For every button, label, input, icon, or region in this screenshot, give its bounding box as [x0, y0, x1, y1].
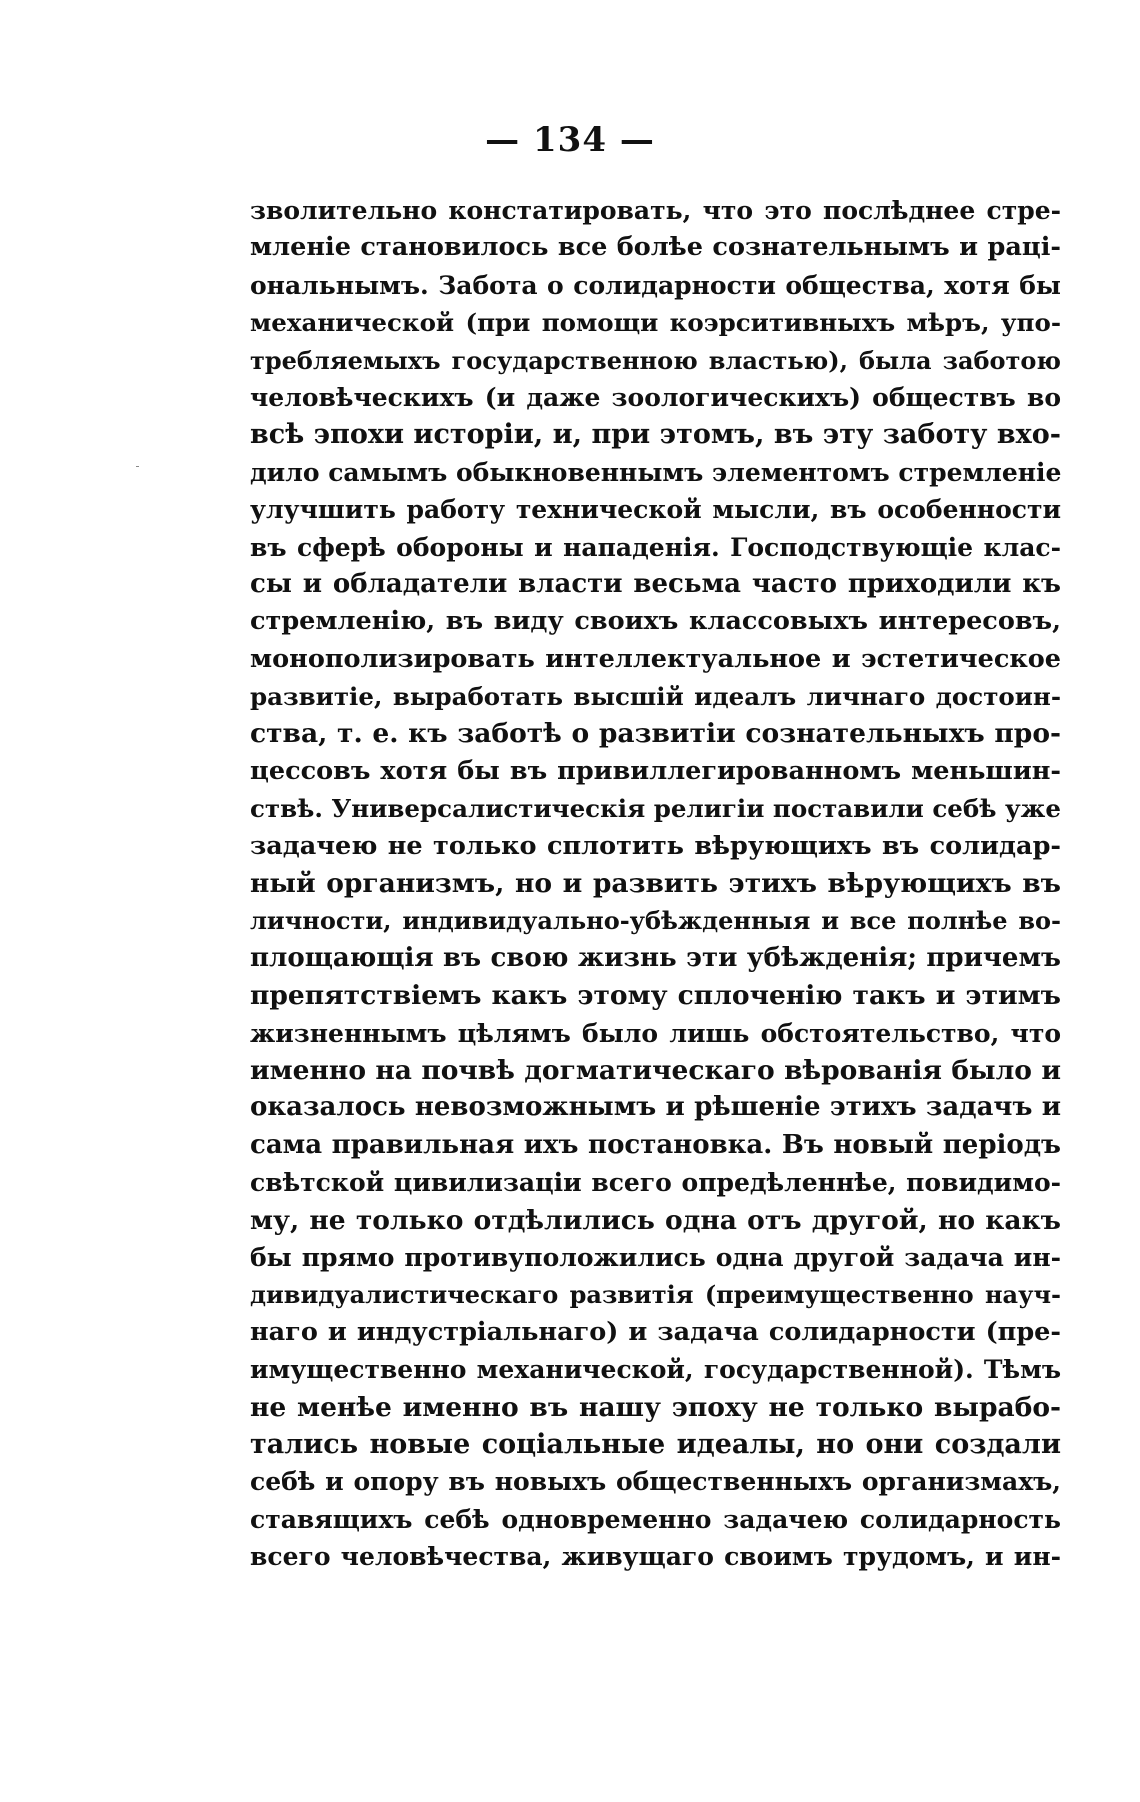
- text-line: ства, т. е. къ заботѣ о развитіи сознательныхъ про-: [250, 718, 1061, 750]
- text-line: бы прямо противуположились одна другой задача ин-: [250, 1242, 1061, 1272]
- text-line: сама правильная ихъ постановка. Въ новый періодъ: [250, 1129, 1061, 1160]
- text-line: ставящихъ себѣ одновременно задачею солидарность: [250, 1504, 1061, 1534]
- text-line: зволительно констатировать, что это послѣднее стре-: [250, 196, 1061, 225]
- text-line: оказалось невозможнымъ и рѣшеніе этихъ задачъ и: [250, 1092, 1061, 1123]
- text-line: площающія въ свою жизнь эти убѣжденія; причемъ: [250, 942, 1061, 973]
- text-line: му, не только отдѣлились одна отъ другой, но какъ: [250, 1204, 1061, 1236]
- text-line: сы и обладатели власти весьма часто приходили къ: [250, 568, 1061, 599]
- text-line: монополизировать интеллектуальное и эстетическое: [250, 643, 1061, 674]
- text-line: жизненнымъ цѣлямъ было лишь обстоятельство, что: [250, 1018, 1061, 1048]
- text-line: дивидуалистическаго развитія (преимущественно науч-: [250, 1280, 1061, 1310]
- margin-mark: [136, 466, 139, 467]
- text-line: дило самымъ обыкновеннымъ элементомъ стремленіе: [250, 457, 1061, 487]
- text-line: не менѣе именно въ нашу эпоху не только вырабо-: [250, 1391, 1061, 1423]
- text-line: личности, индивидуально-убѣжденныя и все полнѣе во-: [250, 906, 1061, 936]
- text-line: ствѣ. Универсалистическія религіи поставили себѣ уже: [250, 794, 1061, 824]
- body-text: [250, 192, 1061, 1575]
- text-line: имущественно механической, государственной). Тѣмъ: [250, 1355, 1061, 1385]
- text-line: наго и индустріальнаго) и задача солидарности (пре-: [250, 1316, 1061, 1347]
- text-line: свѣтской цивилизаціи всего опредѣленнѣе, повидимо-: [250, 1168, 1061, 1198]
- text-line: именно на почвѣ догматическаго вѣрованія было и: [250, 1054, 1061, 1086]
- text-line: ный организмъ, но и развить этихъ вѣрующихъ въ: [250, 868, 1061, 900]
- text-line: стремленію, въ виду своихъ классовыхъ интересовъ,: [250, 606, 1061, 637]
- text-line: ональнымъ. Забота о солидарности общества, хотя бы: [250, 270, 1061, 300]
- text-line: препятствіемъ какъ этому сплоченію такъ и этимъ: [250, 980, 1061, 1012]
- text-line: въ сферѣ обороны и нападенія. Господствующіе клас-: [250, 532, 1061, 562]
- text-line: задачею не только сплотить вѣрующихъ въ солидар-: [250, 830, 1061, 861]
- text-line: всего человѣчества, живущаго своимъ трудомъ, и ин-: [250, 1542, 1061, 1572]
- text-line: всѣ эпохи исторіи, и, при этомъ, въ эту заботу вхо-: [250, 419, 1061, 451]
- text-line: цессовъ хотя бы въ привиллегированномъ меньшин-: [250, 755, 1061, 786]
- text-line: тались новые соціальные идеалы, но они создали: [250, 1428, 1061, 1460]
- text-line: требляемыхъ государственною властью), была заботою: [250, 345, 1061, 375]
- text-line: улучшить работу технической мысли, въ особенности: [250, 495, 1061, 525]
- text-line: развитіе, выработать высшій идеалъ личнаго достоин-: [250, 682, 1061, 712]
- text-line: человѣческихъ (и даже зоологическихъ) обществъ во: [250, 382, 1061, 412]
- text-line: мленіе становилось все болѣе сознательнымъ и раці-: [250, 232, 1061, 263]
- page-number: — 134 —: [485, 120, 655, 160]
- text-line: себѣ и опору въ новыхъ общественныхъ организмахъ,: [250, 1467, 1061, 1497]
- text-line: механической (при помощи коэрситивныхъ мѣръ, упо-: [250, 308, 1061, 338]
